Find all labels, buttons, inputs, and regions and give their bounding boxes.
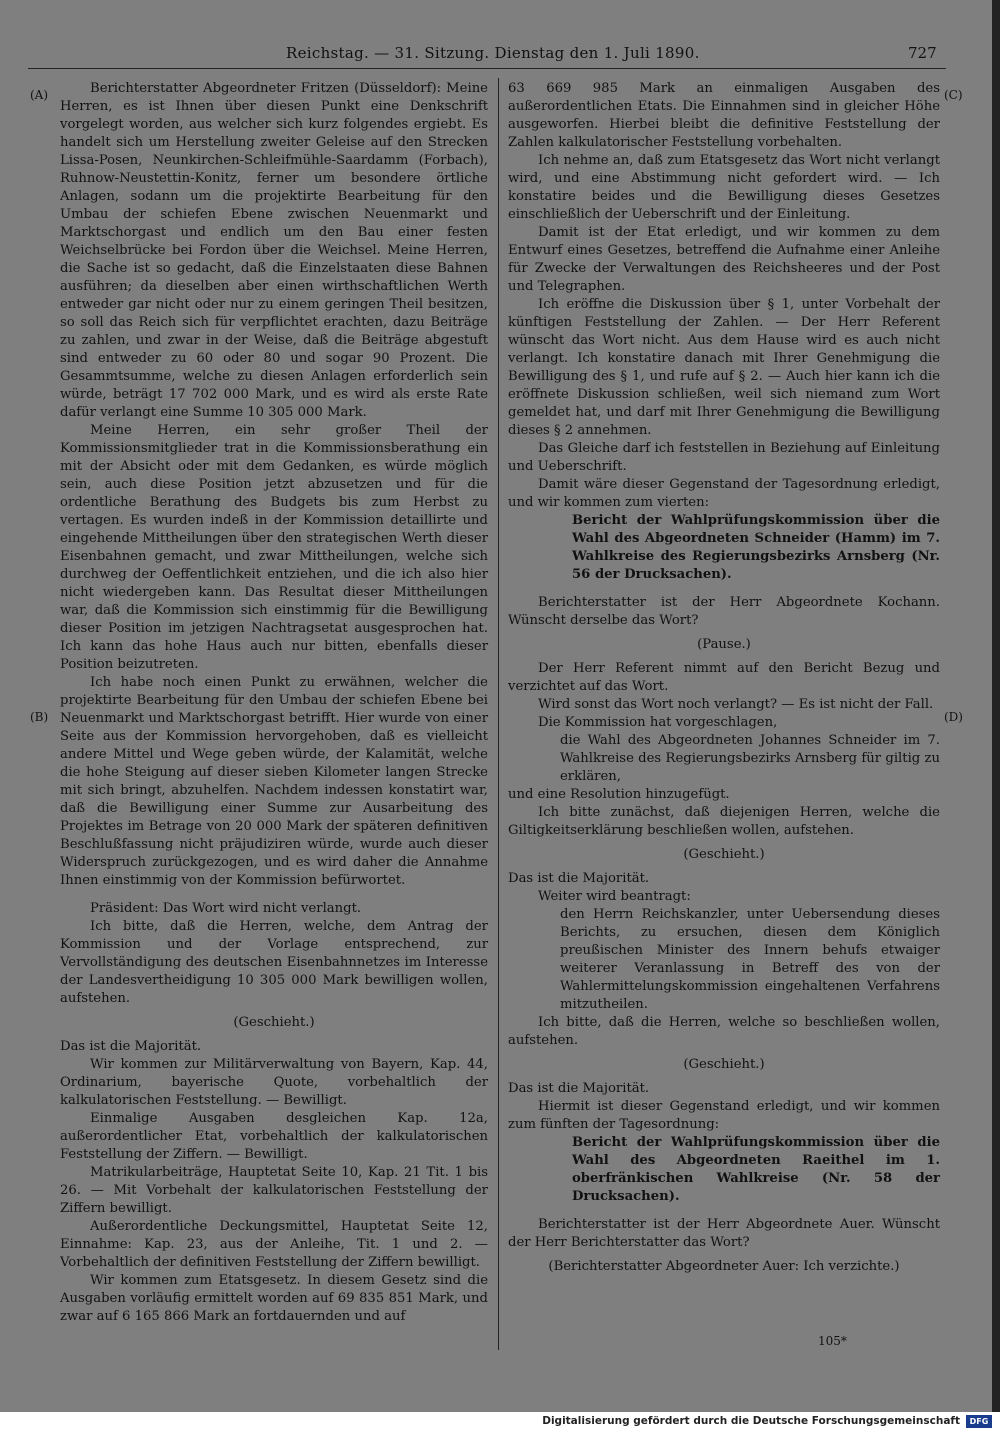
paragraph: (Geschieht.) [683, 847, 765, 862]
marker-c: (C) [944, 88, 963, 102]
paragraph: Wir kommen zur Militärverwaltung von Bayern, Kap. 44, Ordinarium, bayerische Quote, vorbehaltlich der kalkulatorischen Feststellung. — Bewilligt. [60, 1057, 488, 1108]
marker-a: (A) [30, 88, 49, 102]
paragraph: Ich eröffne die Diskussion über § 1, unter Vorbehalt der künftigen Feststellung der Zahlen. — Der Herr Referent wünscht das Wort nicht. Aus dem Hause wird es auch nicht verlangt. Ich konstatire danach mit Ihrer Genehmigung die Bewilligung des § 1, und rufe auf § 2. — Auch hier kann ich die eröffnete Diskussion schließen, weil sich niemand zum Wort gemeldet hat, und darf mit Ihrer Genehmigung die Bewilligung dieses § 2 annehmen. [508, 297, 940, 438]
paragraph: Damit ist der Etat erledigt, und wir kommen zu dem Entwurf eines Gesetzes, betreffend die Aufnahme einer Anleihe für Zwecke der Verwaltungen des Reichsheeres und der Post und Telegraphen. [508, 225, 940, 294]
paragraph: Wir kommen zum Etatsgesetz. In diesem Gesetz sind die Ausgaben vorläufig ermittelt worden auf 69 835 851 Mark, und zwar auf 6 165 866 Mark an fortdauernden und auf [60, 1273, 488, 1324]
paragraph: und eine Resolution hinzugefügt. [508, 787, 730, 802]
paragraph: Das ist die Majorität. [60, 1039, 202, 1054]
paragraph: Das ist die Majorität. [508, 871, 650, 886]
signature-mark: 105* [818, 1334, 847, 1348]
paragraph: Meine Herren, ein sehr großer Theil der Kommissionsmitglieder trat in die Kommissionsberathung ein mit der Absicht oder mit dem Gedanken, es würde möglich sein, auch diese Position jetzt abzusetzen und für die ordentliche Berathung des Budgets bis zum Herbst zu vertagen. Es wurden indeß in der Kommission detaillirte und eingehende Mittheilungen über den strategischen Werth dieser Eisenbahnen gemacht, und zwar Mittheilungen, welche sich durchweg der Oeffentlichkeit entziehen, und die ich also hier nicht wiedergeben kann. Das Resultat dieser Mittheilungen war, daß die Kommission sich einstimmig für die Bewilligung dieser Position im jetzigen Nachtragsetat ausgesprochen hat. Ich kann das hohe Haus auch nur bitten, ebenfalls dieser Position beizutreten. [60, 423, 488, 672]
column-divider [498, 78, 499, 1350]
marker-b: (B) [30, 710, 49, 724]
page-edge [992, 0, 1000, 1432]
paragraph: (Geschieht.) [683, 1057, 765, 1072]
paragraph: Matrikularbeiträge, Hauptetat Seite 10, Kap. 21 Tit. 1 bis 26. — Mit Vorbehalt der kalkulatorischen Feststellung der Ziffern bewilligt. [60, 1165, 488, 1216]
paragraph: Das ist die Majorität. [508, 1081, 650, 1096]
paragraph: Ich habe noch einen Punkt zu erwähnen, welcher die projektirte Bearbeitung für den Umbau der schiefen Ebene bei Neuenmarkt und Marktschorgast betrifft. Hier wurde von einer Seite aus der Kommission hervorgehoben, daß es vielleicht andere Mittel und Wege geben würde, der Kalamität, welche die hohe Steigung auf dieser sieben Kilometer langen Strecke mit sich bringt, abzuhelfen. Nachdem indessen konstatirt war, daß die Bewilligung einer Summe zur Ausarbeitung des Projektes im Betrage von 20 000 Mark der späteren definitiven Beschlußfassung nicht präjudiziren würde, wurde auch dieser Widerspruch zurückgezogen, und es wird daher die Annahme Ihnen einstimmig von der Kommission befürwortet. [60, 675, 488, 888]
paragraph: Außerordentliche Deckungsmittel, Hauptetat Seite 12, Einnahme: Kap. 23, aus der Anleihe, Tit. 1 und 2. — Vorbehaltlich der definitiven Feststellung der Ziffern bewilligt. [60, 1219, 488, 1270]
paragraph: (Berichterstatter Abgeordneter Auer: Ich verzichte.) [548, 1259, 900, 1274]
marker-d: (D) [944, 710, 963, 724]
page-number: 727 [908, 44, 937, 62]
paragraph: Ich bitte zunächst, daß diejenigen Herren, welche die Giltigkeitserklärung beschließen wollen, aufstehen. [508, 805, 940, 838]
paragraph: Berichterstatter ist der Herr Abgeordnete Auer. Wünscht der Herr Berichterstatter das Wort? [508, 1217, 940, 1250]
paragraph: Hiermit ist dieser Gegenstand erledigt, und wir kommen zum fünften der Tagesordnung: [508, 1099, 940, 1132]
paragraph: Ich bitte, daß die Herren, welche, dem Antrag der Kommission und der Vorlage entsprechend, zur Vervollständigung des deutschen Eisenbahnnetzes im Interesse der Landesvertheidigung 10 305 000 Mark bewilligen wollen, aufstehen. [60, 919, 488, 1006]
paragraph: Der Herr Referent nimmt auf den Bericht Bezug und verzichtet auf das Wort. [508, 661, 940, 694]
paragraph: Berichterstatter ist der Herr Abgeordnete Kochann. Wünscht derselbe das Wort? [508, 595, 940, 628]
page-header: Reichstag. — 31. Sitzung. Dienstag den 1. Juli 1890. [286, 44, 700, 62]
left-column [60, 80, 488, 1326]
paragraph: Präsident: Das Wort wird nicht verlangt. [90, 901, 362, 916]
paragraph: Wird sonst das Wort noch verlangt? — Es ist nicht der Fall. [538, 697, 934, 712]
paragraph: Das Gleiche darf ich feststellen in Beziehung auf Einleitung und Ueberschrift. [508, 441, 940, 474]
paragraph: 63 669 985 Mark an einmaligen Ausgaben des außerordentlichen Etats. Die Einnahmen sind in gleicher Höhe ausgeworfen. Hierbei bleibt die definitive Feststellung der Zahlen kalkulatorischer Feststellung vorbehalten. [508, 81, 940, 150]
paragraph: (Geschieht.) [233, 1015, 315, 1030]
paragraph: Berichterstatter Abgeordneter Fritzen (Düsseldorf): Meine Herren, es ist Ihnen über diesen Punkt eine Denkschrift vorgelegt worden, aus welcher sich kurz folgendes ergiebt. Es handelt sich um Herstellung zweiter Geleise auf den Strecken Lissa-Posen, Neunkirchen-Schleifmühle-Saardamm (Forbach), Ruhnow-Neustettin-Konitz, ferner um besondere örtliche Anlagen, sodann um die projektirte Bearbeitung für den Umbau der schiefen Ebene zwischen Neuenmarkt und Marktschorgast und endlich um den Bau einer festen Weichselbrücke bei Fordon über die Weichsel. Meine Herren, die Sache ist so gedacht, daß die Einzelstaaten diese Bahnen ausführen; da dieselben aber einen wirthschaftlichen Werth entweder gar nicht oder nur zu einem geringen Theil besitzen, so soll das Reich sich für verpflichtet erachten, dazu Beiträge zu zahlen, und zwar in der Weise, daß die Beiträge abgestuft sind entweder zu 60 oder 80 und sogar 90 Prozent. Die Gesammtsumme, welche zu diesen Anlagen erforderlich sein würde, beträgt 17 702 000 Mark, und es wird als erste Rate dafür verlangt eine Summe 10 305 000 Mark. [60, 81, 488, 420]
dfg-logo: DFG [966, 1415, 992, 1428]
paragraph: Bericht der Wahlprüfungskommission über die Wahl des Abgeordneten Schneider (Hamm) im 7. Wahlkreise des Regierungsbezirks Arnsberg (Nr. 56 der Drucksachen). [572, 513, 940, 582]
paragraph: Ich bitte, daß die Herren, welche so beschließen wollen, aufstehen. [508, 1015, 940, 1048]
paragraph: Damit wäre dieser Gegenstand der Tagesordnung erledigt, und wir kommen zum vierten: [508, 477, 940, 510]
footer-bar [0, 1412, 1000, 1432]
paragraph: Bericht der Wahlprüfungskommission über die Wahl des Abgeordneten Raeithel im 1. oberfränkischen Wahlkreise (Nr. 58 der Drucksachen). [572, 1135, 940, 1204]
right-column [508, 80, 940, 1282]
paragraph: den Herrn Reichskanzler, unter Uebersendung dieses Berichts, zu ersuchen, diesen dem Königlich preußischen Minister des Innern behufs etwaiger weiterer Veranlassung in Betreff des von der Wahlermittelungskommission eingehaltenen Verfahrens mitzutheilen. [560, 907, 940, 1012]
paragraph: Einmalige Ausgaben desgleichen Kap. 12a, außerordentlicher Etat, vorbehaltlich der kalkulatorischen Feststellung der Ziffern. — Bewilligt. [60, 1111, 488, 1162]
paragraph: die Wahl des Abgeordneten Johannes Schneider im 7. Wahlkreise des Regierungsbezirks Arnsberg für giltig zu erklären, [560, 733, 940, 784]
paragraph: Ich nehme an, daß zum Etatsgesetz das Wort nicht verlangt wird, und eine Abstimmung nicht gefordert wird. — Ich konstatire beides und die Bewilligung dieses Gesetzes einschließlich der Ueberschrift und der Einleitung. [508, 153, 940, 222]
paragraph: Weiter wird beantragt: [538, 889, 691, 904]
paragraph: Die Kommission hat vorgeschlagen, [538, 715, 778, 730]
header-rule [28, 68, 946, 69]
paragraph: (Pause.) [697, 637, 751, 652]
footer-credit: Digitalisierung gefördert durch die Deutsche Forschungsgemeinschaft [542, 1415, 960, 1427]
